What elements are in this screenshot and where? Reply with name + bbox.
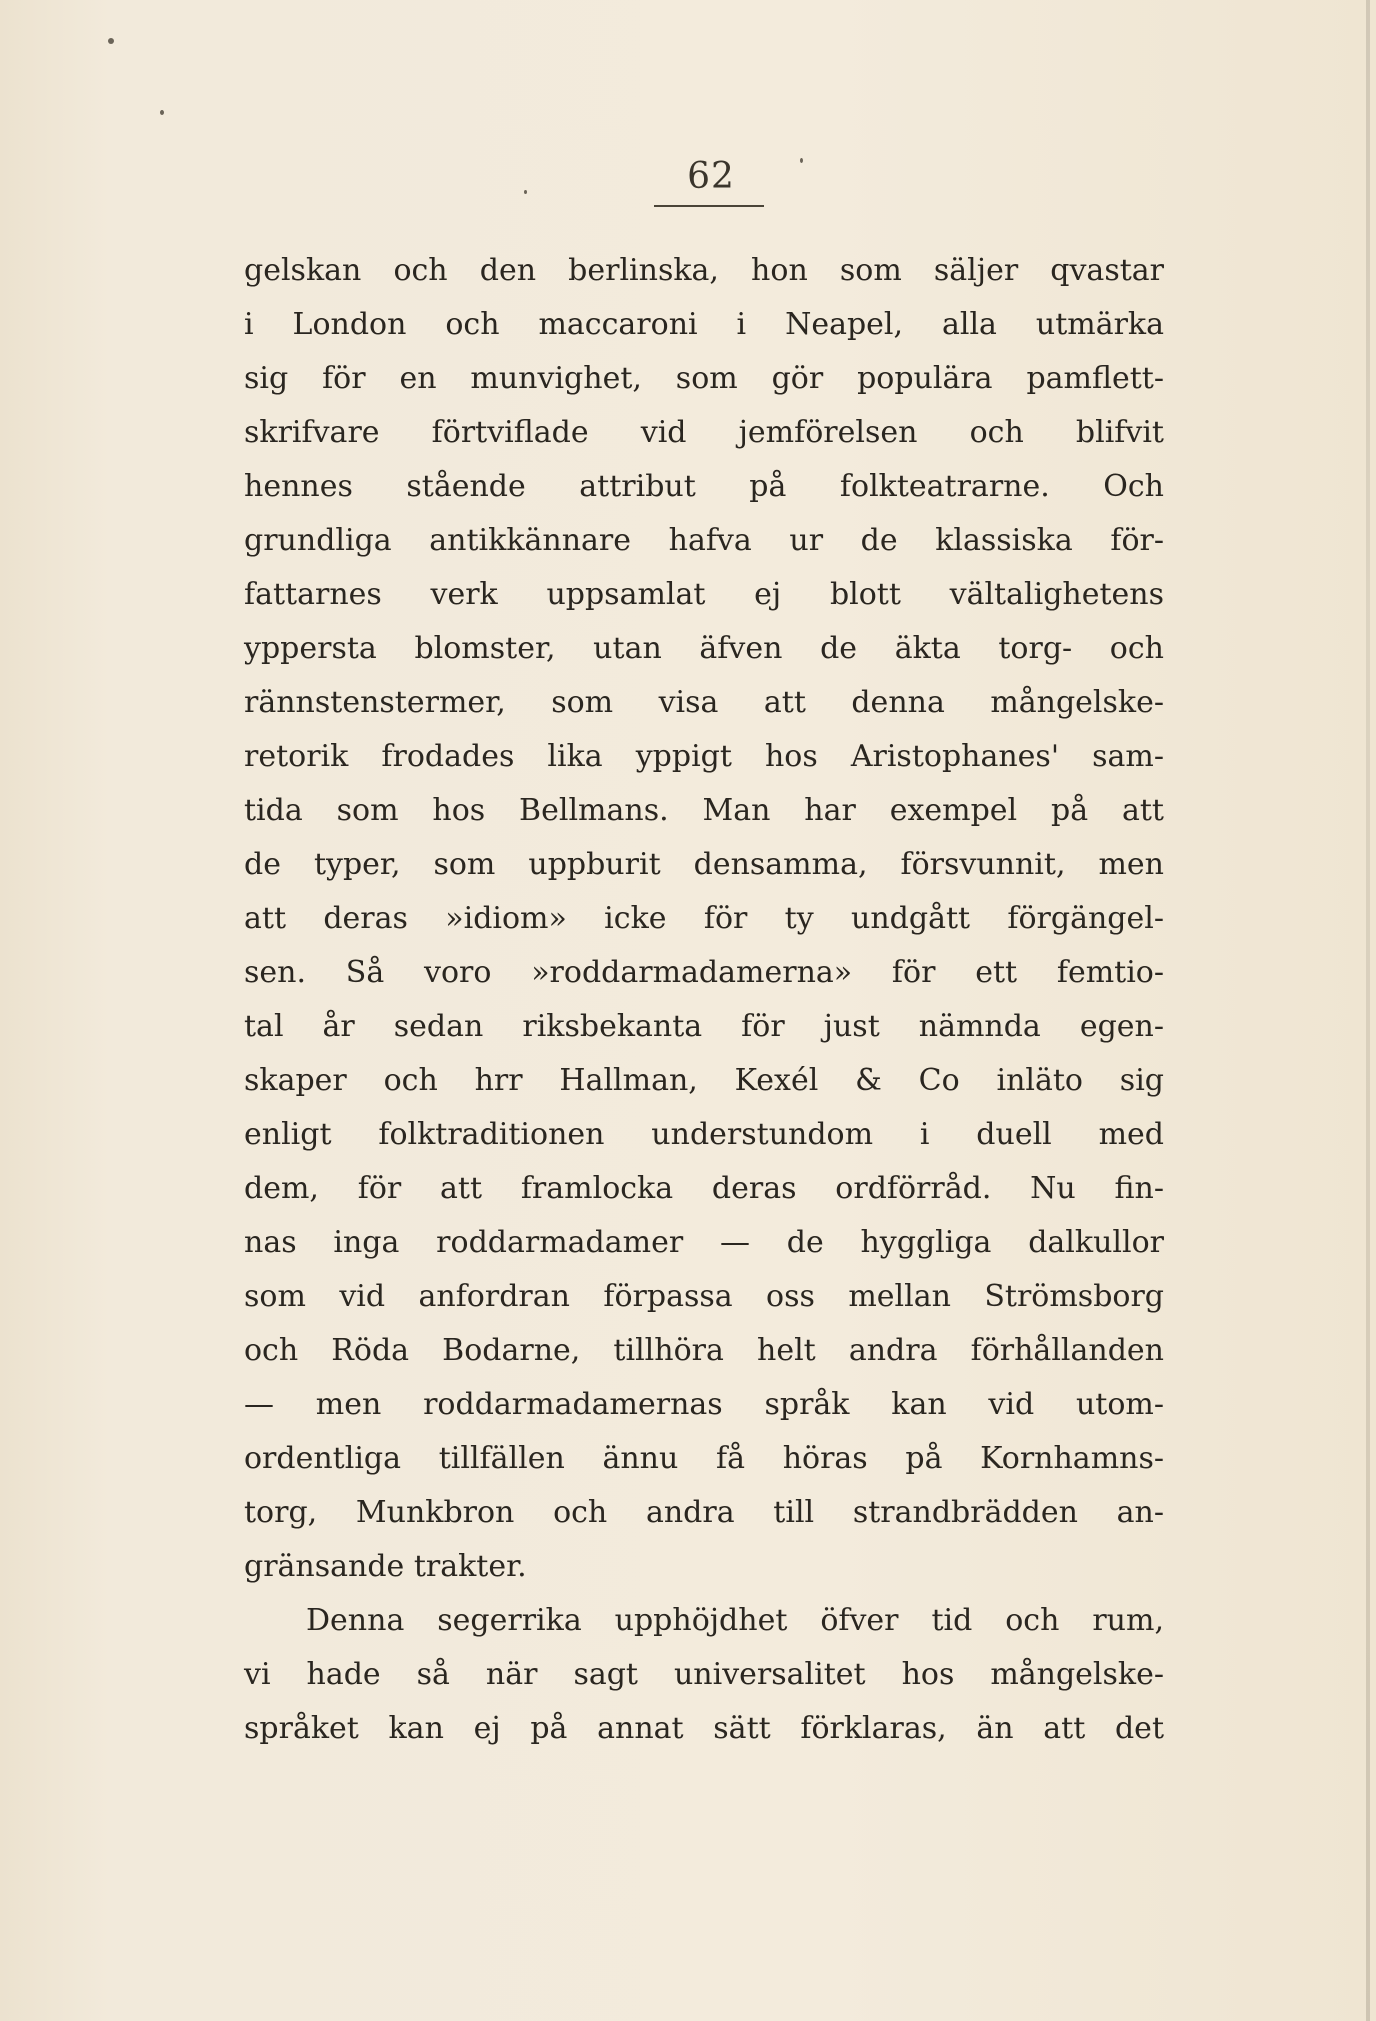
text-line: skrifvare förtviflade vid jemförelsen och blifvit bbox=[244, 415, 1164, 450]
paper-speck bbox=[160, 110, 164, 115]
page-number: 62 bbox=[687, 156, 735, 197]
text-line: ordentliga tillfällen ännu få höras på Kornhamns- bbox=[244, 1441, 1164, 1476]
text-line: yppersta blomster, utan äfven de äkta torg- och bbox=[244, 631, 1164, 666]
page-number-rule bbox=[654, 205, 764, 207]
text-line: i London och maccaroni i Neapel, alla utmärka bbox=[244, 307, 1164, 342]
page-edge bbox=[1366, 0, 1370, 2021]
text-line: vi hade så när sagt universalitet hos mångelske- bbox=[244, 1657, 1164, 1692]
text-line: retorik frodades lika yppigt hos Aristophanes' sam- bbox=[244, 739, 1164, 774]
text-line: dem, för att framlocka deras ordförråd. Nu fin- bbox=[244, 1171, 1164, 1206]
text-line: — men roddarmadamernas språk kan vid utom- bbox=[244, 1387, 1164, 1422]
text-line: de typer, som uppburit densamma, försvunnit, men bbox=[244, 847, 1164, 882]
text-line: skaper och hrr Hallman, Kexél & Co inläto sig bbox=[244, 1063, 1164, 1098]
paragraph-start-line: Denna segerrika upphöjdhet öfver tid och rum, bbox=[306, 1603, 1164, 1638]
paper-speck bbox=[108, 38, 114, 44]
text-line: fattarnes verk uppsamlat ej blott vältalighetens bbox=[244, 577, 1164, 612]
text-line: språket kan ej på annat sätt förklaras, än att det bbox=[244, 1711, 1164, 1746]
paper-speck bbox=[524, 190, 527, 194]
text-line: sig för en munvighet, som gör populära pamflett- bbox=[244, 361, 1164, 396]
text-line: nas inga roddarmadamer — de hyggliga dalkullor bbox=[244, 1225, 1164, 1260]
text-line: rännstenstermer, som visa att denna mångelske- bbox=[244, 685, 1164, 720]
text-line: tal år sedan riksbekanta för just nämnda egen- bbox=[244, 1009, 1164, 1044]
paragraph-end-line: gränsande trakter. bbox=[244, 1549, 527, 1584]
text-line: torg, Munkbron och andra till strandbrädden an- bbox=[244, 1495, 1164, 1530]
text-line: sen. Så voro »roddarmadamerna» för ett femtio- bbox=[244, 955, 1164, 990]
body-text bbox=[244, 244, 1164, 1756]
paper-speck bbox=[800, 158, 803, 163]
text-line: som vid anfordran förpassa oss mellan Strömsborg bbox=[244, 1279, 1164, 1314]
text-line: enligt folktraditionen understundom i duell med bbox=[244, 1117, 1164, 1152]
text-line: gelskan och den berlinska, hon som säljer qvastar bbox=[244, 253, 1164, 288]
text-line: och Röda Bodarne, tillhöra helt andra förhållanden bbox=[244, 1333, 1164, 1368]
text-line: att deras »idiom» icke för ty undgått förgängel- bbox=[244, 901, 1164, 936]
text-line: tida som hos Bellmans. Man har exempel på att bbox=[244, 793, 1164, 828]
text-line: hennes stående attribut på folkteatrarne. Och bbox=[244, 469, 1164, 504]
text-line: grundliga antikkännare hafva ur de klassiska för- bbox=[244, 523, 1164, 558]
